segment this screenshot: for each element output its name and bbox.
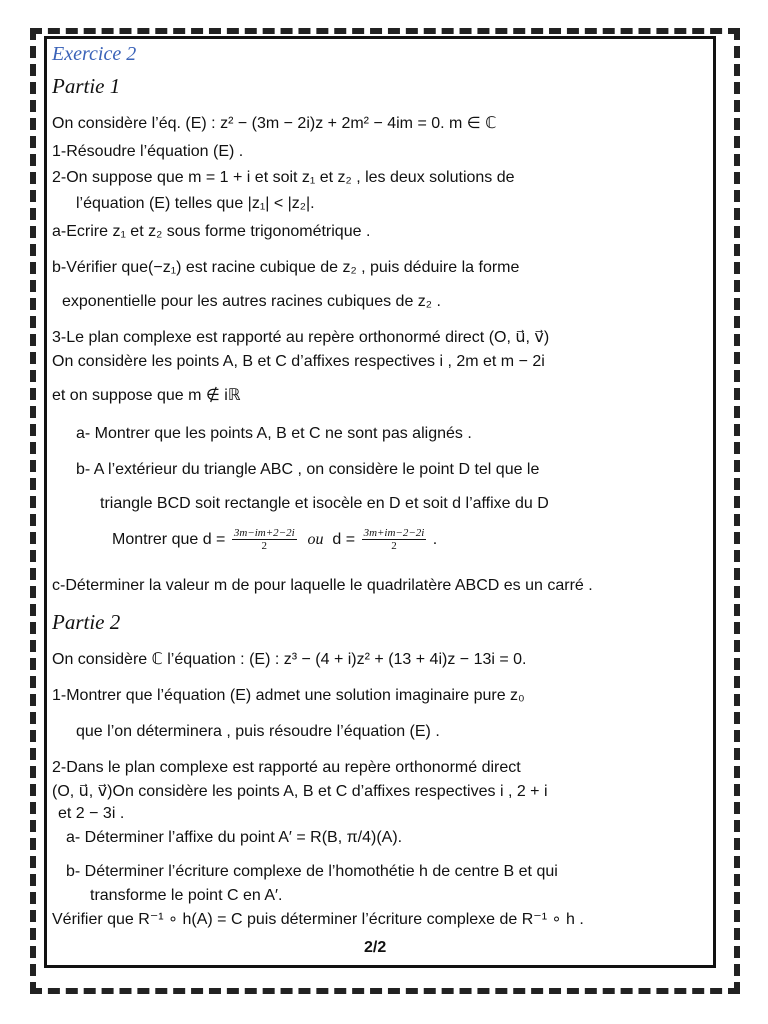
partie2-q2a: a- Déterminer l’affixe du point A′ = R(B, π/4)(A).	[66, 829, 403, 846]
partie1-q1: 1-Résoudre l’équation (E) .	[52, 143, 244, 160]
exercise-title: Exercice 2	[52, 43, 137, 65]
partie1-q2b-line2: exponentielle pour les autres racines cubiques de z₂ .	[62, 293, 441, 310]
fraction-2-denominator: 2	[391, 540, 397, 553]
partie2-q2-line3: et 2 − 3i .	[58, 805, 125, 822]
partie1-title: Partie 1	[52, 74, 121, 98]
partie1-q2-line2: l’équation (E) telles que |z₁| < |z₂|.	[76, 195, 315, 212]
partie2-q2b-line2: transforme le point C en A′.	[90, 887, 283, 904]
partie2-equation: On considère ℂ l’équation : (E) : z³ − (4 + i)z² + (13 + 4i)z − 13i = 0.	[52, 651, 527, 668]
partie2-q1-line2: que l’on déterminera , puis résoudre l’équation (E) .	[76, 723, 440, 740]
q3b-end: .	[432, 531, 438, 548]
partie2-verify: Vérifier que R⁻¹ ∘ h(A) = C puis déterminer l’écriture complexe de R⁻¹ ∘ h .	[52, 911, 584, 928]
partie1-q2b-line1: b-Vérifier que(−z₁) est racine cubique de z₂ , puis déduire la forme	[52, 259, 520, 276]
fraction-2-numerator: 3m+im−2−2i	[363, 527, 425, 540]
partie1-q3-line2: On considère les points A, B et C d’affixes respectives i , 2m et m − 2i	[52, 353, 545, 370]
page-number: 2/2	[364, 939, 387, 956]
partie1-q2-line1: 2-On suppose que m = 1 + i et soit z₁ et z₂ , les deux solutions de	[52, 169, 515, 186]
fraction-1-numerator: 3m−im+2−2i	[233, 527, 295, 540]
fraction-1-denominator: 2	[261, 540, 267, 553]
partie2-q2-line1: 2-Dans le plan complexe est rapporté au repère orthonormé direct	[52, 759, 521, 776]
partie1-equation: On considère l’éq. (E) : z² − (3m − 2i)z + 2m² − 4im = 0. m ∈ ℂ	[52, 115, 497, 132]
q3b-prefix: Montrer que d =	[112, 531, 226, 548]
partie1-q3a: a- Montrer que les points A, B et C ne sont pas alignés .	[76, 425, 472, 442]
partie1-q3b-line1: b- A l’extérieur du triangle ABC , on considère le point D tel que le	[76, 461, 540, 478]
q3b-d2: d =	[332, 531, 356, 548]
partie2-q2b-line1: b- Déterminer l’écriture complexe de l’homothétie h de centre B et qui	[66, 863, 558, 880]
partie1-q3-line1: 3-Le plan complexe est rapporté au repère orthonormé direct (O, u⃗, v⃗)	[52, 329, 550, 346]
partie2-q2-line2: (O, u⃗, v⃗)On considère les points A, B et C d’affixes respectives i , 2 + i	[52, 783, 548, 800]
partie2-q1-line1: 1-Montrer que l’équation (E) admet une solution imaginaire pure z₀	[52, 687, 525, 704]
partie1-q3b-line2: triangle BCD soit rectangle et isocèle en D et soit d l’affixe du D	[100, 495, 549, 512]
fraction-1	[232, 527, 297, 552]
partie1-q3c: c-Déterminer la valeur m de pour laquelle le quadrilatère ABCD es un carré .	[52, 577, 593, 594]
partie2-title: Partie 2	[52, 610, 121, 634]
q3b-or: ou	[307, 531, 324, 548]
partie1-q3b-line3	[112, 526, 437, 554]
fraction-2	[362, 527, 427, 552]
partie1-q2a: a-Ecrire z₁ et z₂ sous forme trigonométrique .	[52, 223, 371, 240]
partie1-q3-line3: et on suppose que m ∉ iℝ	[52, 387, 241, 404]
